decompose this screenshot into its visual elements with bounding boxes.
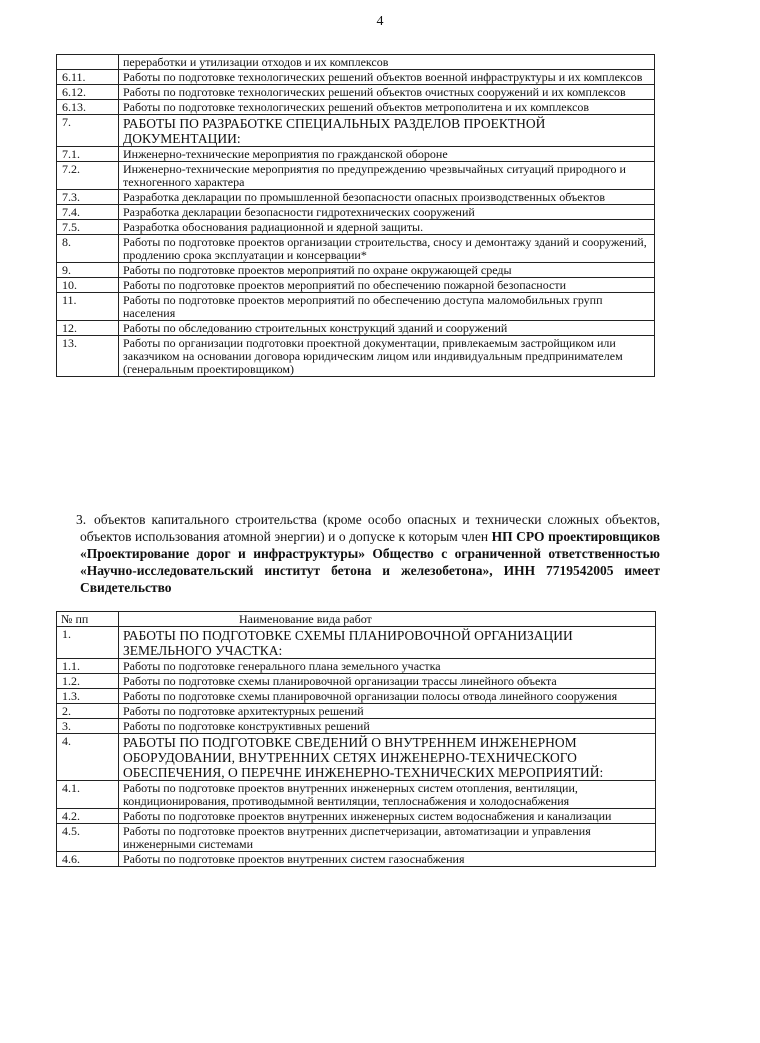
- row-text: Работы по подготовке схемы планировочной организации трассы линейного объекта: [119, 674, 656, 689]
- row-text: Разработка обоснования радиационной и ядерной защиты.: [119, 220, 655, 235]
- table-row: [57, 852, 656, 867]
- row-number: 2.: [57, 704, 119, 719]
- row-text: Работы по подготовке генерального плана земельного участка: [119, 659, 656, 674]
- table-row: [57, 809, 656, 824]
- table-row: [57, 85, 655, 100]
- row-number: 6.13.: [57, 100, 119, 115]
- table-row: [57, 235, 655, 263]
- work-types-table-continued: [56, 54, 655, 377]
- row-text: Работы по подготовке схемы планировочной организации полосы отвода линейного сооружения: [119, 689, 656, 704]
- row-text: Работы по обследованию строительных конструкций зданий и сооружений: [119, 321, 655, 336]
- row-number: 1.3.: [57, 689, 119, 704]
- table-row: [57, 190, 655, 205]
- table-row: [57, 627, 656, 659]
- row-text: Работы по подготовке технологических решений объектов военной инфраструктуры и их комплексов: [119, 70, 655, 85]
- table-row: [57, 115, 655, 147]
- row-number: 1.2.: [57, 674, 119, 689]
- section-title: РАБОТЫ ПО РАЗРАБОТКЕ СПЕЦИАЛЬНЫХ РАЗДЕЛОВ ПРОЕКТНОЙ ДОКУМЕНТАЦИИ:: [119, 115, 655, 147]
- section-title: РАБОТЫ ПО ПОДГОТОВКЕ СВЕДЕНИЙ О ВНУТРЕННЕМ ИНЖЕНЕРНОМ ОБОРУДОВАНИИ, ВНУТРЕННИХ СЕТЯХ ИНЖЕНЕРНО-ТЕХНИЧЕСКОГО ОБЕСПЕЧЕНИЯ, О ПЕРЕЧНЕ ИНЖЕНЕРНО-ТЕХНИЧЕСКИХ МЕРОПРИЯТИЙ:: [119, 734, 656, 781]
- row-number: 11.: [57, 293, 119, 321]
- row-number: [57, 55, 119, 70]
- paragraph-text: [80, 511, 660, 596]
- row-number: 3.: [57, 719, 119, 734]
- row-text: Работы по подготовке проектов мероприятий по обеспечению пожарной безопасности: [119, 278, 655, 293]
- paragraph-text-normal: объектов капитального строительства (кроме особо опасных и технически сложных объектов, объектов использования атомной энергии) и о допуске к которым член: [80, 512, 660, 544]
- row-number: 7.4.: [57, 205, 119, 220]
- table-row: [57, 824, 656, 852]
- table-row: [57, 55, 655, 70]
- work-types-table: [56, 611, 656, 867]
- table-row: [57, 719, 656, 734]
- table-row: [57, 147, 655, 162]
- row-number: 1.: [57, 627, 119, 659]
- certificate-paragraph: [76, 511, 660, 596]
- row-text: Работы по подготовке технологических решений объектов очистных сооружений и их комплексов: [119, 85, 655, 100]
- table-row: [57, 321, 655, 336]
- table-row: [57, 162, 655, 190]
- row-text: Работы по подготовке проектов мероприятий по охране окружающей среды: [119, 263, 655, 278]
- row-number: 7.: [57, 115, 119, 147]
- row-number: 4.: [57, 734, 119, 781]
- header-number: № пп: [57, 612, 119, 627]
- row-text: Работы по подготовке проектов внутренних диспетчеризации, автоматизации и управления инженерными системами: [119, 824, 656, 852]
- row-number: 10.: [57, 278, 119, 293]
- row-number: 7.1.: [57, 147, 119, 162]
- row-number: 12.: [57, 321, 119, 336]
- table-row: [57, 100, 655, 115]
- section-title: РАБОТЫ ПО ПОДГОТОВКЕ СХЕМЫ ПЛАНИРОВОЧНОЙ ОРГАНИЗАЦИИ ЗЕМЕЛЬНОГО УЧАСТКА:: [119, 627, 656, 659]
- row-number: 7.5.: [57, 220, 119, 235]
- row-number: 6.12.: [57, 85, 119, 100]
- row-number: 4.5.: [57, 824, 119, 852]
- table-header-row: [57, 612, 656, 627]
- row-text: Инженерно-технические мероприятия по предупреждению чрезвычайных ситуаций природного и техногенного характера: [119, 162, 655, 190]
- row-text: переработки и утилизации отходов и их комплексов: [119, 55, 655, 70]
- row-number: 13.: [57, 336, 119, 377]
- row-text: Работы по подготовке проектов внутренних систем газоснабжения: [119, 852, 656, 867]
- table-row: [57, 689, 656, 704]
- table-row: [57, 659, 656, 674]
- page-number: 4: [376, 14, 384, 29]
- row-number: 4.1.: [57, 781, 119, 809]
- row-number: 8.: [57, 235, 119, 263]
- row-text: Разработка декларации по промышленной безопасности опасных производственных объектов: [119, 190, 655, 205]
- row-text: Работы по подготовке проектов мероприятий по обеспечению доступа маломобильных групп населения: [119, 293, 655, 321]
- table-row: [57, 336, 655, 377]
- row-number: 7.3.: [57, 190, 119, 205]
- table-row: [57, 220, 655, 235]
- row-number: 9.: [57, 263, 119, 278]
- row-number: 1.1.: [57, 659, 119, 674]
- paragraph-number: 3.: [76, 512, 87, 527]
- row-number: 6.11.: [57, 70, 119, 85]
- row-text: Работы по подготовке технологических решений объектов метрополитена и их комплексов: [119, 100, 655, 115]
- row-text: Работы по подготовке архитектурных решений: [119, 704, 656, 719]
- row-text: Работы по подготовке проектов организации строительства, сносу и демонтажу зданий и сооружений, продлению срока эксплуатации и консервации*: [119, 235, 655, 263]
- row-number: 7.2.: [57, 162, 119, 190]
- table-row: [57, 704, 656, 719]
- paragraph-text-bold: НП СРО проектировщиков «Проектирование дорог и инфраструктуры» Общество с ограниченной ответственностью «Научно-исследовательский институт бетона и железобетона», ИНН 7719542005 имеет Свидетельство: [80, 529, 660, 595]
- row-text: Инженерно-технические мероприятия по гражданской обороне: [119, 147, 655, 162]
- table-row: [57, 781, 656, 809]
- row-text: Работы по организации подготовки проектной документации, привлекаемым застройщиком или заказчиком на основании договора юридическим лицом или индивидуальным предпринимателем (генеральным проектировщиком): [119, 336, 655, 377]
- table-row: [57, 263, 655, 278]
- header-name: Наименование вида работ: [119, 612, 656, 627]
- row-number: 4.2.: [57, 809, 119, 824]
- row-text: Разработка декларации безопасности гидротехнических сооружений: [119, 205, 655, 220]
- row-text: Работы по подготовке проектов внутренних инженерных систем отопления, вентиляции, кондиционирования, противодымной вентиляции, теплоснабжения и холодоснабжения: [119, 781, 656, 809]
- table-row: [57, 293, 655, 321]
- table-row: [57, 674, 656, 689]
- table-row: [57, 734, 656, 781]
- table-row: [57, 70, 655, 85]
- row-number: 4.6.: [57, 852, 119, 867]
- table-row: [57, 278, 655, 293]
- table-row: [57, 205, 655, 220]
- row-text: Работы по подготовке конструктивных решений: [119, 719, 656, 734]
- row-text: Работы по подготовке проектов внутренних инженерных систем водоснабжения и канализации: [119, 809, 656, 824]
